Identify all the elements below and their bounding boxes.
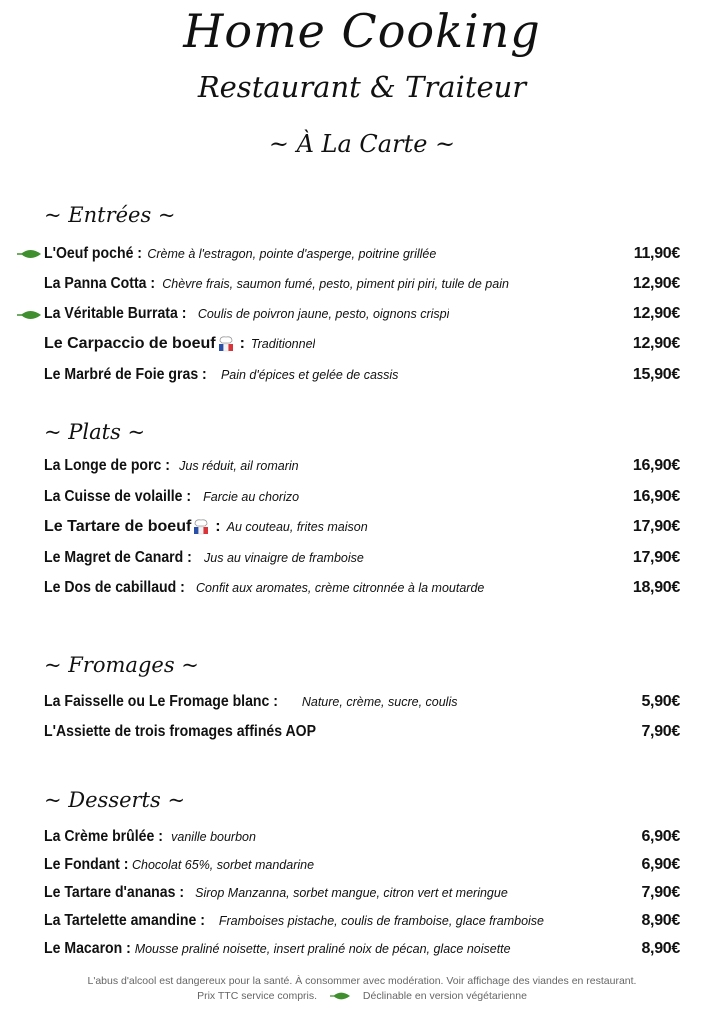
item-price: 12,90€: [632, 275, 680, 292]
item-name: La Cuisse de volaille :: [44, 488, 192, 505]
item-description: Jus au vinaigre de framboise: [204, 551, 364, 565]
item-name: La Panna Cotta :: [44, 275, 156, 292]
menu-item-panna-cotta: [44, 271, 680, 297]
section-title-desserts: ~ Desserts ~: [44, 788, 186, 812]
item-price: 16,90€: [632, 488, 680, 505]
menu-item-longe-porc: [44, 453, 680, 479]
item-name: L'Oeuf poché :: [44, 245, 142, 262]
item-description: Chocolat 65%, sorbet mandarine: [131, 858, 315, 872]
item-price: 18,90€: [632, 579, 680, 596]
french-flag-chef-icon: [191, 518, 211, 536]
section-title-entrees: ~ Entrées ~: [44, 203, 176, 227]
menu-item-foie-gras: [44, 362, 680, 388]
item-price: 12,90€: [632, 335, 680, 352]
item-price: 7,90€: [641, 723, 680, 740]
menu-item-creme-brulee: [44, 824, 680, 850]
item-name: Le Dos de cabillaud :: [44, 579, 185, 596]
footer-veg-note: Déclinable en version végétarienne: [362, 990, 527, 1002]
item-separator: :: [215, 518, 221, 535]
item-name: La Crème brûlée :: [44, 828, 163, 845]
item-price: 11,90€: [633, 245, 680, 262]
item-name: Le Marbré de Foie gras :: [44, 366, 207, 383]
item-name: Le Macaron :: [44, 940, 131, 957]
leaf-icon: [328, 991, 352, 1001]
item-description: Crème à l'estragon, pointe d'asperge, poitrine grillée: [147, 247, 437, 261]
item-name: Le Carpaccio de boeuf: [44, 335, 216, 352]
item-price: 17,90€: [632, 549, 680, 566]
menu-item-tartelette: [44, 908, 680, 934]
section-title-fromages: ~ Fromages ~: [44, 653, 199, 677]
french-flag-chef-icon: [216, 335, 236, 353]
item-price: 6,90€: [641, 828, 680, 845]
item-price: 8,90€: [641, 912, 680, 929]
menu-item-tartare-ananas: [44, 880, 680, 906]
item-name: La Tartelette amandine :: [44, 912, 205, 929]
item-name: La Véritable Burrata :: [44, 305, 187, 322]
menu-item-fondant: [44, 852, 680, 878]
item-name: La Faisselle ou Le Fromage blanc :: [44, 693, 278, 710]
restaurant-subtitle: Restaurant & Traiteur: [197, 70, 527, 104]
item-price: 8,90€: [641, 940, 680, 957]
item-description: vanille bourbon: [171, 830, 256, 844]
item-description: Pain d'épices et gelée de cassis: [220, 368, 399, 382]
menu-item-tartare-boeuf: [44, 514, 680, 540]
menu-item-dos-cabillaud: [44, 575, 680, 601]
leaf-icon: [16, 248, 42, 260]
item-price: 12,90€: [632, 305, 680, 322]
item-price: 17,90€: [632, 518, 680, 535]
item-price: 7,90€: [641, 884, 680, 901]
footer-notes: [0, 990, 724, 1002]
item-description: Mousse praliné noisette, insert praliné noix de pécan, glace noisette: [134, 942, 511, 956]
item-price: 16,90€: [632, 457, 680, 474]
menu-heading: ~ À La Carte ~: [268, 130, 456, 158]
item-separator: :: [239, 335, 245, 352]
item-description: Coulis de poivron jaune, pesto, oignons crispi: [197, 307, 450, 321]
item-price: 15,90€: [632, 366, 680, 383]
menu-item-oeuf-poche: [44, 241, 680, 267]
footer-prix: Prix TTC service compris.: [197, 990, 318, 1002]
leaf-icon: [16, 309, 42, 321]
menu-item-macaron: [44, 936, 680, 962]
section-title-plats: ~ Plats ~: [44, 420, 146, 444]
item-name: L'Assiette de trois fromages affinés AOP: [44, 723, 316, 740]
menu-item-faisselle: [44, 689, 680, 715]
item-description: Chèvre frais, saumon fumé, pesto, piment piri piri, tuile de pain: [162, 277, 509, 291]
item-description: Confit aux aromates, crème citronnée à la moutarde: [196, 581, 485, 595]
item-description: Farcie au chorizo: [203, 490, 300, 504]
item-description: Framboises pistache, coulis de framboise, glace framboise: [218, 914, 545, 928]
item-name: Le Fondant :: [44, 856, 129, 873]
menu-item-burrata: [44, 301, 680, 327]
item-name: La Longe de porc :: [44, 457, 170, 474]
menu-item-carpaccio: [44, 331, 680, 357]
item-description: Sirop Manzanna, sorbet mangue, citron vert et meringue: [195, 886, 508, 900]
item-description: Au couteau, frites maison: [226, 520, 368, 534]
item-description: Nature, crème, sucre, coulis: [301, 695, 458, 709]
item-name: Le Tartare de boeuf: [44, 518, 192, 535]
menu-item-magret-canard: [44, 545, 680, 571]
item-name: Le Magret de Canard :: [44, 549, 192, 566]
menu-item-cuisse-volaille: [44, 484, 680, 510]
footer-legal: L'abus d'alcool est dangereux pour la santé. À consommer avec modération. Voir affichage des viandes en restaurant.: [87, 975, 637, 987]
restaurant-title: Home Cooking: [183, 4, 541, 58]
item-name: Le Tartare d'ananas :: [44, 884, 185, 901]
menu-item-assiette-fromages: [44, 719, 680, 745]
item-price: 6,90€: [641, 856, 680, 873]
item-price: 5,90€: [641, 693, 680, 710]
item-description: Traditionnel: [250, 337, 316, 351]
item-description: Jus réduit, ail romarin: [179, 459, 299, 473]
